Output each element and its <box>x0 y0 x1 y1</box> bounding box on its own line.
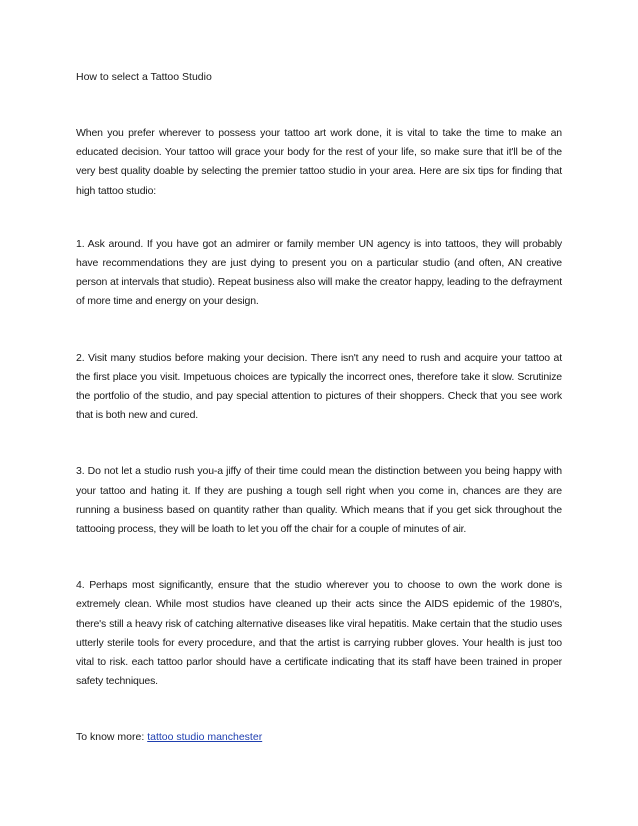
tip-paragraph-1: 1. Ask around. If you have got an admirer or family member UN agency is into tattoos, they will probably have recommendations they are just dying to present you on a particular studio (and often, AN creative person at intervals that studio). Repeat business also will make the creator happy, leading to the defrayment of more time and energy on your design. <box>76 237 562 308</box>
more-info-label: To know more: <box>76 731 148 744</box>
more-info-line <box>76 728 562 747</box>
tip-paragraph-2: 2. Visit many studios before making your decision. There isn't any need to rush and acquire your tattoo at the first place you visit. Impetuous choices are typically the incorrect ones, therefore take it slow. Scrutinize the portfolio of the studio, and pay special attention to pictures of their shoppers. Check that you see work that is both new and cured. <box>76 351 562 422</box>
document-title: How to select a Tattoo Studio <box>76 71 212 83</box>
document-body <box>76 68 562 747</box>
tip-paragraph-4: 4. Perhaps most significantly, ensure that the studio wherever you to choose to own the work done is extremely clean. While most studios have cleaned up their acts since the AIDS epidemic of the 1980's, there's still a heavy risk of catching alternative diseases like viral hepatitis. Make certain that the studio uses utterly sterile tools for every procedure, and that the artist is carrying rubber gloves. Your health is just too vital to risk. each tattoo parlor should have a certificate indicating that its staff have been trained in proper safety techniques. <box>76 579 562 688</box>
intro-paragraph: When you prefer wherever to possess your tattoo art work done, it is vital to take the time to make an educated decision. Your tattoo will grace your body for the rest of your life, so make sure that it'll be of the very best quality doable by selecting the premier tattoo studio in your area. Here are six tips for finding that high tattoo studio: <box>76 127 562 197</box>
more-info-link[interactable]: tattoo studio manchester <box>147 731 263 744</box>
tip-paragraph-3: 3. Do not let a studio rush you-a jiffy of their time could mean the distinction between you being happy with your tattoo and hating it. If they are pushing a tough sell right when you come in, chances are they are running a business based on quantity rather than quality. Which means that if you get sick throughout the tattooing process, they will be loath to let you off the chair for a couple of minutes of air. <box>76 465 562 536</box>
